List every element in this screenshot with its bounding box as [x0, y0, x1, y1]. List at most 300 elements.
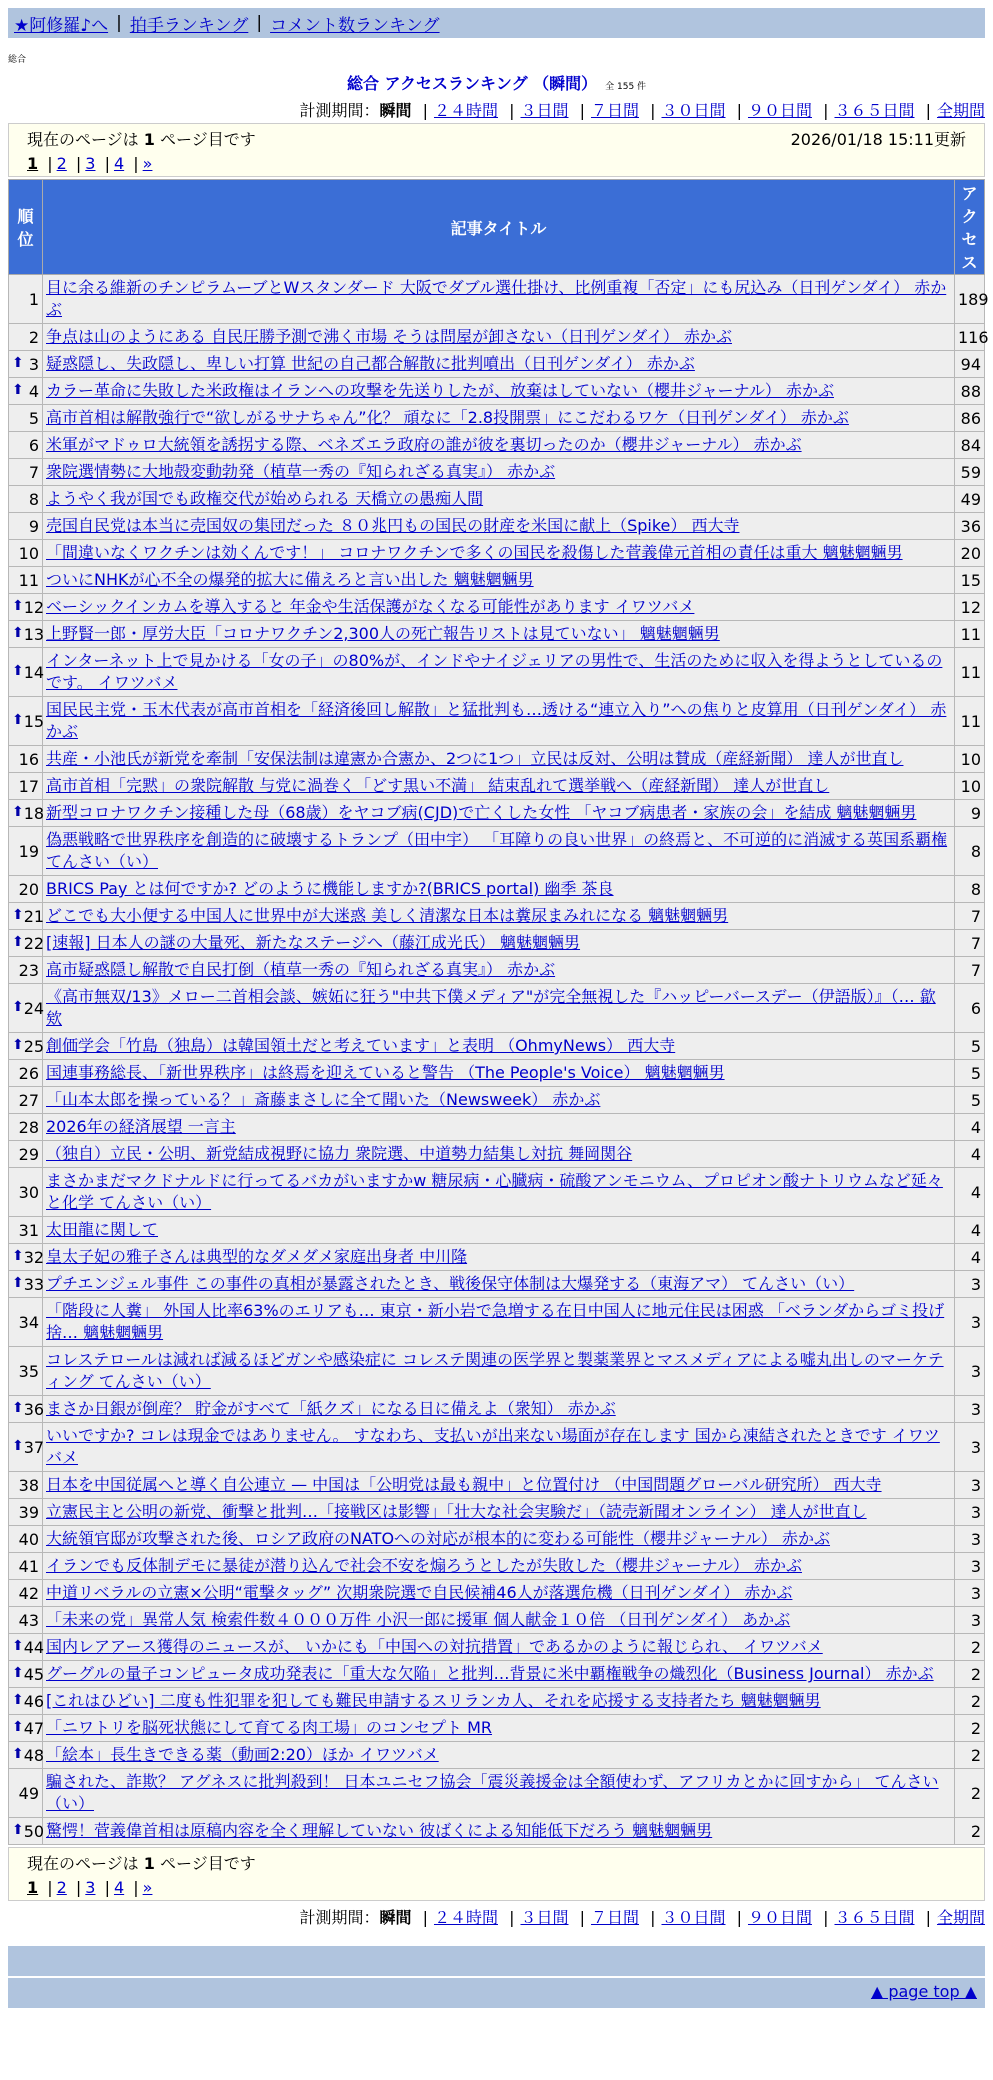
title-cell [43, 1396, 955, 1423]
table-row [9, 1742, 985, 1769]
article-link[interactable]: 国民民主党・玉木代表が高市首相を「経済後回し解散」と猛批判も…透ける“連立入り”への焦りと皮算用（日刊ゲンダイ） 赤かぶ [46, 700, 947, 741]
period-label: 計測期間： [299, 1908, 380, 1927]
title-cell [43, 984, 955, 1033]
period-link-24h[interactable]: ２４時間 [433, 1908, 498, 1927]
table-row [9, 1634, 985, 1661]
up-arrow-icon: ⬆ [12, 1274, 24, 1291]
article-link[interactable]: プチエンジェル事件 この事件の真相が暴露されたとき、戦後保守体制は大爆発する（東海アマ） てんさい（い） [46, 1274, 855, 1293]
article-link[interactable]: 米軍がマドゥロ大統領を誘拐する際、ベネズエラ政府の誰が彼を裏切ったのか（櫻井ジャーナル） 赤かぶ [46, 435, 802, 454]
title-cell [43, 1217, 955, 1244]
page-separator: | [104, 1878, 110, 1897]
rank-number: 16 [18, 749, 39, 769]
table-row [9, 432, 985, 459]
rank-cell [9, 1607, 43, 1634]
period-separator: | [579, 101, 585, 120]
rank-number: 26 [18, 1063, 39, 1083]
table-row [9, 1499, 985, 1526]
rank-number: 48 [23, 1745, 45, 1765]
page-separator: | [75, 1878, 82, 1897]
rank-number: 31 [18, 1220, 39, 1240]
rank-cell [9, 1769, 43, 1818]
table-row [9, 1033, 985, 1060]
article-link[interactable]: 上野賢一郎・厚労大臣「コロナワクチン2,300人の死亡報告リストは見ていない」 魑魅魍魎男 [46, 624, 720, 643]
table-row [9, 1526, 985, 1553]
article-link[interactable]: ついにNHKが心不全の爆発的拡大に備えろと言い出した 魑魅魍魎男 [46, 570, 534, 589]
rank-cell [9, 1634, 43, 1661]
article-link[interactable]: どこでも大小便する中国人に世界中が大迷惑 美しく清潔な日本は糞尿まみれになる 魑魅魍魎男 [46, 906, 729, 925]
rank-number: 44 [23, 1637, 45, 1657]
rank-cell [9, 1742, 43, 1769]
rank-number: 1 [28, 289, 39, 309]
title-cell [43, 1742, 955, 1769]
title-cell [43, 1114, 955, 1141]
rank-number: 32 [23, 1247, 45, 1267]
article-link[interactable]: 太田龍に関して [46, 1220, 159, 1239]
access-count: 88 [955, 378, 985, 405]
page-link-4[interactable]: 4 [113, 154, 125, 173]
page-link-3[interactable]: 3 [85, 154, 96, 173]
page-status-num: 1 [143, 130, 155, 149]
article-link[interactable]: 大統領官邸が攻撃された後、ロシア政府のNATOへの対応が根本的に変わる可能性（櫻井ジャーナル） 赤かぶ [46, 1529, 831, 1548]
access-count: 3 [955, 1271, 985, 1298]
up-arrow-icon: ⬆ [12, 1399, 24, 1416]
period-link-all[interactable]: 全期間 [936, 1908, 985, 1927]
rank-number: 34 [18, 1312, 39, 1332]
article-link[interactable]: ようやく我が国でも政権交代が始められる 天橋立の愚痴人間 [46, 489, 484, 508]
table-header-row [9, 180, 985, 275]
top-nav-bar [8, 8, 985, 38]
up-arrow-icon: ⬆ [12, 1691, 24, 1708]
rank-number: 49 [18, 1783, 39, 1803]
access-count: 11 [955, 648, 985, 697]
page-separator: | [104, 154, 110, 173]
title-cell [43, 1347, 955, 1396]
article-link[interactable]: 創価学会「竹島（独島）は韓国領土だと考えています」と表明 （OhmyNews） 西大寺 [46, 1036, 676, 1055]
access-count: 4 [955, 1168, 985, 1217]
access-count: 8 [955, 876, 985, 903]
up-arrow-icon: ⬆ [12, 998, 24, 1015]
rank-cell [9, 648, 43, 697]
article-link[interactable]: 「絵本」長生きできる薬（動画2:20）ほか イワツバメ [46, 1745, 439, 1764]
access-count: 2 [955, 1769, 985, 1818]
rank-number: 47 [23, 1718, 45, 1738]
period-separator: | [925, 101, 931, 120]
table-row [9, 903, 985, 930]
article-link[interactable]: 目に余る維新のチンピラムーブとWスタンダード 大阪でダブル選仕掛け、比例重複「否定」にも尻込み（日刊ゲンダイ） 赤かぶ [46, 278, 947, 319]
period-link-24h[interactable]: ２４時間 [433, 101, 498, 120]
article-link[interactable]: 国内レアアース獲得のニュースが、 いかにも「中国への対抗措置」であるかのように報じられ、 イワツバメ [46, 1637, 823, 1656]
up-arrow-icon: ⬆ [12, 381, 24, 398]
period-separator: | [823, 1908, 829, 1927]
nav-separator: | [116, 13, 122, 33]
title-cell [43, 1060, 955, 1087]
rank-number: 22 [23, 933, 45, 953]
rank-number: 10 [18, 543, 39, 563]
rank-number: 6 [28, 435, 39, 455]
table-row [9, 746, 985, 773]
page-top-link[interactable]: ▲ page top ▲ [870, 1982, 977, 2001]
rank-number: 13 [23, 624, 45, 644]
table-row [9, 567, 985, 594]
page-link-2[interactable]: 2 [56, 1878, 67, 1897]
title-cell [43, 540, 955, 567]
rank-number: 9 [28, 516, 39, 536]
rank-cell [9, 1033, 43, 1060]
rank-number: 46 [23, 1691, 45, 1711]
pager-top [8, 123, 985, 177]
page-status-num: 1 [143, 1854, 155, 1873]
total-count: 全 155 件 [605, 82, 647, 92]
rank-cell [9, 876, 43, 903]
title-cell [43, 746, 955, 773]
table-row [9, 1688, 985, 1715]
rank-number: 45 [23, 1664, 45, 1684]
up-arrow-icon: ⬆ [12, 1036, 24, 1053]
access-count: 7 [955, 903, 985, 930]
header-access: アクセス [955, 180, 985, 275]
article-link[interactable]: 国連事務総長、「新世界秩序」は終焉を迎えていると警告 （The People's Voice） 魑魅魍魎男 [46, 1063, 725, 1082]
page-current: 1 [27, 1878, 39, 1897]
period-link-365d[interactable]: ３６５日間 [834, 1908, 915, 1927]
table-row [9, 1472, 985, 1499]
access-count: 3 [955, 1396, 985, 1423]
rank-number: 50 [23, 1821, 45, 1841]
title-cell [43, 378, 955, 405]
comment-ranking-link[interactable]: コメント数ランキング [270, 15, 440, 36]
access-count: 3 [955, 1472, 985, 1499]
table-row [9, 1298, 985, 1347]
article-link[interactable]: 《高市無双/13》メロー二首相会談、嫉妬に狂う"中共下僕メディア"が完全無視した『ハッピーバースデー（伊語版）』（… 歙欸 [46, 987, 936, 1028]
period-selector-top [8, 98, 985, 121]
access-count: 2 [955, 1818, 985, 1845]
up-arrow-icon: ⬆ [12, 354, 24, 371]
bottom-bar [8, 1946, 985, 1976]
article-link[interactable]: グーグルの量子コンピュータ成功発表に「重大な欠陥」と批判…背景に米中覇権戦争の熾烈化（Business Journal） 赤かぶ [46, 1664, 934, 1683]
table-row [9, 1607, 985, 1634]
page-next-link[interactable]: » [142, 1878, 153, 1897]
period-link-365d[interactable]: ３６５日間 [834, 101, 915, 120]
period-label: 計測期間： [299, 101, 380, 120]
table-row [9, 378, 985, 405]
article-link[interactable]: 共産・小池氏が新党を牽制「安保法制は違憲か合憲か、2つに1つ」立民は反対、公明は賛成（産経新聞） 達人が世直し [46, 749, 904, 768]
article-link[interactable]: イランでも反体制デモに暴徒が潜り込んで社会不安を煽ろうとしたが失敗した（櫻井ジャーナル） 赤かぶ [46, 1556, 802, 1575]
title-cell [43, 1634, 955, 1661]
page-link-2[interactable]: 2 [56, 154, 67, 173]
article-link[interactable]: 売国自民党は本当に売国奴の集団だった ８０兆円もの国民の財産を米国に献上（Spike） 西大寺 [46, 516, 740, 535]
rank-number: 18 [23, 803, 45, 823]
period-separator: | [579, 1908, 585, 1927]
rank-number: 33 [23, 1274, 45, 1294]
period-link-90d[interactable]: ９０日間 [747, 101, 812, 120]
up-arrow-icon: ⬆ [12, 1745, 24, 1762]
page-separator: | [133, 1878, 139, 1897]
page-separator: | [47, 154, 53, 173]
access-count: 4 [955, 1114, 985, 1141]
table-row [9, 513, 985, 540]
page-status-prefix: 現在のページは [27, 130, 144, 149]
title-cell [43, 1553, 955, 1580]
rank-cell [9, 1347, 43, 1396]
home-link[interactable]: ★阿修羅♪へ [14, 15, 109, 36]
rank-cell [9, 486, 43, 513]
title-cell [43, 1298, 955, 1347]
article-link[interactable]: コレステロールは減れば減るほどガンや感染症に コレステ関連の医学界と製薬業界とマスメディアによる嘘丸出しのマーケティング てんさい（い） [46, 1350, 944, 1391]
access-count: 10 [955, 773, 985, 800]
rank-number: 4 [28, 381, 39, 401]
rank-cell [9, 1818, 43, 1845]
access-count: 11 [955, 697, 985, 746]
article-link[interactable]: [これはひどい] 二度も性犯罪を犯しても難民申請するスリランカ人、それを応援する支持者たち 魑魅魍魎男 [46, 1691, 821, 1710]
up-arrow-icon: ⬆ [12, 906, 24, 923]
title-cell [43, 567, 955, 594]
article-link[interactable]: カラー革命に失敗した米政権はイランへの攻撃を先送りしたが、放棄はしていない（櫻井ジャーナル） 赤かぶ [46, 381, 834, 400]
rank-number: 35 [18, 1361, 39, 1381]
period-link-3d[interactable]: ３日間 [520, 101, 569, 120]
access-count: 15 [955, 567, 985, 594]
table-row [9, 540, 985, 567]
article-link[interactable]: 皇太子妃の雅子さんは典型的なダメダメ家庭出身者 中川隆 [46, 1247, 468, 1266]
rank-cell [9, 1141, 43, 1168]
access-count: 5 [955, 1060, 985, 1087]
title-cell [43, 930, 955, 957]
article-link[interactable]: 高市疑惑隠し解散で自民打倒（植草一秀の『知られざる真実』） 赤かぶ [46, 960, 556, 979]
table-row [9, 1087, 985, 1114]
title-cell [43, 1526, 955, 1553]
table-row [9, 1553, 985, 1580]
rank-cell [9, 378, 43, 405]
page-status [27, 127, 256, 150]
article-link[interactable]: 騙された、詐欺？ アグネスに批判殺到！ 日本ユニセフ協会「震災義援金は全額使わず、アフリカとかに回すから」 てんさい（い） [46, 1772, 939, 1813]
title-cell [43, 800, 955, 827]
table-row [9, 1396, 985, 1423]
rank-cell [9, 1168, 43, 1217]
page-next-link[interactable]: » [142, 154, 153, 173]
access-count: 2 [955, 1715, 985, 1742]
table-row [9, 621, 985, 648]
article-link[interactable]: 争点は山のようにある 自民圧勝予測で沸く市場 そうは問屋が卸さない（日刊ゲンダイ） 赤かぶ [46, 327, 732, 346]
rank-cell [9, 1715, 43, 1742]
article-link[interactable]: 2026年の経済展望 一言主 [46, 1117, 236, 1136]
table-row [9, 594, 985, 621]
rank-cell [9, 1553, 43, 1580]
title-cell [43, 1818, 955, 1845]
table-row [9, 1818, 985, 1845]
access-count: 49 [955, 486, 985, 513]
rank-number: 15 [23, 711, 45, 731]
article-link[interactable]: 「階段に人糞」 外国人比率63%のエリアも… 東京・新小岩で急増する在日中国人に地元住民は困惑 「ベランダからゴミ投げ捨… 魑魅魍魎男 [46, 1301, 945, 1342]
nav-separator: | [256, 13, 263, 33]
table-row [9, 1114, 985, 1141]
access-count: 4 [955, 1141, 985, 1168]
up-arrow-icon: ⬆ [12, 1821, 24, 1838]
page-status-prefix: 現在のページは [27, 1854, 144, 1873]
table-row [9, 876, 985, 903]
access-count: 2 [955, 1742, 985, 1769]
rank-cell [9, 1526, 43, 1553]
up-arrow-icon: ⬆ [12, 803, 24, 820]
title-cell [43, 1168, 955, 1217]
title-cell [43, 1033, 955, 1060]
article-link[interactable]: 高市首相「完黙」の衆院解散 与党に渦巻く「どす黒い不満」 結束乱れて選挙戦へ（産経新聞） 達人が世直し [46, 776, 830, 795]
rank-number: 8 [28, 489, 39, 509]
rank-number: 39 [18, 1502, 39, 1522]
period-selector-bottom [8, 1905, 985, 1928]
title-cell [43, 1087, 955, 1114]
rank-number: 7 [28, 462, 39, 482]
access-count: 2 [955, 1634, 985, 1661]
article-link[interactable]: 中道リベラルの立憲×公明“電撃タッグ” 次期衆院選で自民候補46人が落選危機（日刊ゲンダイ） 赤かぶ [46, 1583, 793, 1602]
article-link[interactable]: 偽悪戦略で世界秩序を創造的に破壊するトランプ（田中宇） 「耳障りの良い世界」の終焉と、不可逆的に消滅する英国系覇権 てんさい（い） [46, 830, 948, 871]
article-link[interactable]: 「ニワトリを脳死状態にして育てる肉工場」のコンセプト MR [46, 1718, 493, 1737]
access-count: 2 [955, 1688, 985, 1715]
table-row [9, 275, 985, 324]
period-current: 瞬間 [379, 101, 412, 120]
access-count: 4 [955, 1217, 985, 1244]
up-arrow-icon: ⬆ [12, 711, 24, 728]
title-cell [43, 275, 955, 324]
period-separator: | [736, 101, 742, 120]
access-count: 11 [955, 621, 985, 648]
rank-cell [9, 1499, 43, 1526]
rank-cell [9, 903, 43, 930]
table-row [9, 827, 985, 876]
title-cell [43, 903, 955, 930]
rank-number: 21 [23, 906, 45, 926]
rank-number: 28 [18, 1117, 39, 1137]
page-separator: | [133, 154, 139, 173]
rank-cell [9, 1271, 43, 1298]
article-link[interactable]: 日本を中国従属へと導く自公連立 — 中国は「公明党は最も親中」と位置付け （中国問題グローバル研究所） 西大寺 [46, 1475, 882, 1494]
article-link[interactable]: インターネット上で見かける「女の子」の80%が、インドやナイジェリアの男性で、生活のために収入を得ようとしているのです。 イワツバメ [46, 651, 943, 692]
page-title [0, 71, 993, 94]
article-link[interactable]: [速報] 日本人の謎の大量死、新たなステージへ（藤江成光氏） 魑魅魍魎男 [46, 933, 581, 952]
up-arrow-icon: ⬆ [12, 1247, 24, 1264]
rank-cell [9, 957, 43, 984]
article-link[interactable]: 疑惑隠し、失政隠し、卑しい打算 世紀の自己都合解散に批判噴出（日刊ゲンダイ） 赤かぶ [46, 354, 695, 373]
page-current: 1 [27, 154, 39, 173]
rank-number: 36 [23, 1399, 45, 1419]
period-link-3d[interactable]: ３日間 [520, 1908, 569, 1927]
rank-cell [9, 1688, 43, 1715]
period-separator: | [823, 101, 829, 120]
article-link[interactable]: ベーシックインカムを導入すると 年金や生活保護がなくなる可能性があります イワツバメ [46, 597, 695, 616]
access-count: 3 [955, 1607, 985, 1634]
access-count: 9 [955, 800, 985, 827]
access-count: 3 [955, 1298, 985, 1347]
rank-number: 5 [28, 408, 39, 428]
article-link[interactable]: 「山本太郎を操っている？」斎藤まさしに全て聞いた（Newsweek） 赤かぶ [46, 1090, 601, 1109]
up-arrow-icon: ⬆ [12, 1637, 24, 1654]
rank-number: 43 [18, 1610, 39, 1630]
article-link[interactable]: 驚愕！菅義偉首相は原稿内容を全く理解していない 彼ばくによる知能低下だろう 魑魅魍魎男 [46, 1821, 713, 1840]
title-cell [43, 351, 955, 378]
title-cell [43, 432, 955, 459]
title-cell [43, 1423, 955, 1472]
period-link-7d[interactable]: ７日間 [590, 1908, 639, 1927]
title-cell [43, 594, 955, 621]
title-cell [43, 1499, 955, 1526]
access-count: 3 [955, 1526, 985, 1553]
up-arrow-icon: ⬆ [12, 597, 24, 614]
header-rank: 順位 [9, 180, 43, 275]
access-count: 94 [955, 351, 985, 378]
access-count: 20 [955, 540, 985, 567]
access-count: 5 [955, 1033, 985, 1060]
ranking-table [8, 179, 989, 1845]
article-link[interactable]: BRICS Pay とは何ですか? どのように機能しますか?(BRICS portal) 幽季 茶良 [46, 879, 614, 898]
period-separator: | [650, 101, 656, 120]
page-separator: | [47, 1878, 53, 1897]
rank-number: 19 [18, 841, 39, 861]
rank-cell [9, 594, 43, 621]
access-count: 4 [955, 1244, 985, 1271]
article-link[interactable]: 衆院選情勢に大地殻変動勃発（植草一秀の『知られざる真実』） 赤かぶ [46, 462, 556, 481]
rank-number: 41 [18, 1556, 39, 1576]
article-link[interactable]: 新型コロナワクチン接種した母（68歳）をヤコブ病(CJD)で亡くした女性 「ヤコブ病患者・家族の会」を結成 魑魅魍魎男 [46, 803, 917, 822]
table-row [9, 984, 985, 1033]
title-cell [43, 459, 955, 486]
page-title-text: 総合 アクセスランキング （瞬間） [346, 74, 598, 93]
rank-number: 40 [18, 1529, 39, 1549]
access-count: 6 [955, 984, 985, 1033]
title-cell [43, 1580, 955, 1607]
title-cell [43, 1472, 955, 1499]
rank-number: 42 [18, 1583, 39, 1603]
title-cell [43, 486, 955, 513]
period-link-90d[interactable]: ９０日間 [747, 1908, 812, 1927]
access-count: 5 [955, 1087, 985, 1114]
title-cell [43, 1769, 955, 1818]
rank-cell [9, 513, 43, 540]
rank-cell [9, 1472, 43, 1499]
title-cell [43, 773, 955, 800]
rank-cell [9, 984, 43, 1033]
article-link[interactable]: 「間違いなくワクチンは効くんです！」 コロナワクチンで多くの国民を殺傷した菅義偉元首相の責任は重大 魑魅魍魎男 [46, 543, 903, 562]
table-row [9, 351, 985, 378]
page-link-4[interactable]: 4 [113, 1878, 125, 1897]
article-link[interactable]: 立憲民主と公明の新党、衝撃と批判…「接戦区は影響」「壮大な社会実験だ」（読売新聞オンライン） 達人が世直し [46, 1502, 867, 1521]
article-link[interactable]: いいですか? コレは現金ではありません。 すなわち、支払いが出来ない場面が存在します 国から凍結されたときです イワツバメ [46, 1426, 940, 1467]
table-row [9, 324, 985, 351]
period-link-7d[interactable]: ７日間 [590, 101, 639, 120]
rank-number: 17 [18, 776, 39, 796]
period-link-30d[interactable]: ３０日間 [661, 1908, 726, 1927]
title-cell [43, 1688, 955, 1715]
article-link[interactable]: まさか日銀が倒産？ 貯金がすべて「紙クズ」になる日に備えよ（衆知） 赤かぶ [46, 1399, 616, 1418]
rank-number: 2 [28, 327, 39, 347]
title-cell [43, 957, 955, 984]
ranking-table-body [9, 275, 989, 1845]
page-link-3[interactable]: 3 [85, 1878, 96, 1897]
up-arrow-icon: ⬆ [12, 1664, 24, 1681]
table-row [9, 930, 985, 957]
clap-ranking-link[interactable]: 拍手ランキング [129, 15, 249, 36]
period-link-30d[interactable]: ３０日間 [661, 101, 726, 120]
rank-number: 30 [18, 1182, 39, 1202]
period-link-all[interactable]: 全期間 [936, 101, 985, 120]
article-link[interactable]: 高市首相は解散強行で“欲しがるサナちゃん”化？ 頑なに「2.8投開票」にこだわるワケ（日刊ゲンダイ） 赤かぶ [46, 408, 849, 427]
rank-number: 25 [23, 1036, 45, 1056]
article-link[interactable]: まさかまだマクドナルドに行ってるバカがいますかw 糖尿病・心臓病・硫酸アンモニウム、プロピオン酸ナトリウムなど延々と化学 てんさい（い） [46, 1171, 943, 1212]
table-row [9, 459, 985, 486]
rank-cell [9, 351, 43, 378]
article-link[interactable]: （独自）立民・公明、新党結成視野に協力 衆院選、中道勢力結集し対抗 舞岡関谷 [46, 1144, 633, 1163]
article-link[interactable]: 「未来の党」異常人気 検索件数４０００万件 小沢一郎に援軍 個人献金１０倍 （日刊ゲンダイ） あかぶ [46, 1610, 791, 1629]
rank-cell [9, 1217, 43, 1244]
rank-number: 29 [18, 1144, 39, 1164]
title-cell [43, 405, 955, 432]
rank-number: 20 [18, 879, 39, 899]
